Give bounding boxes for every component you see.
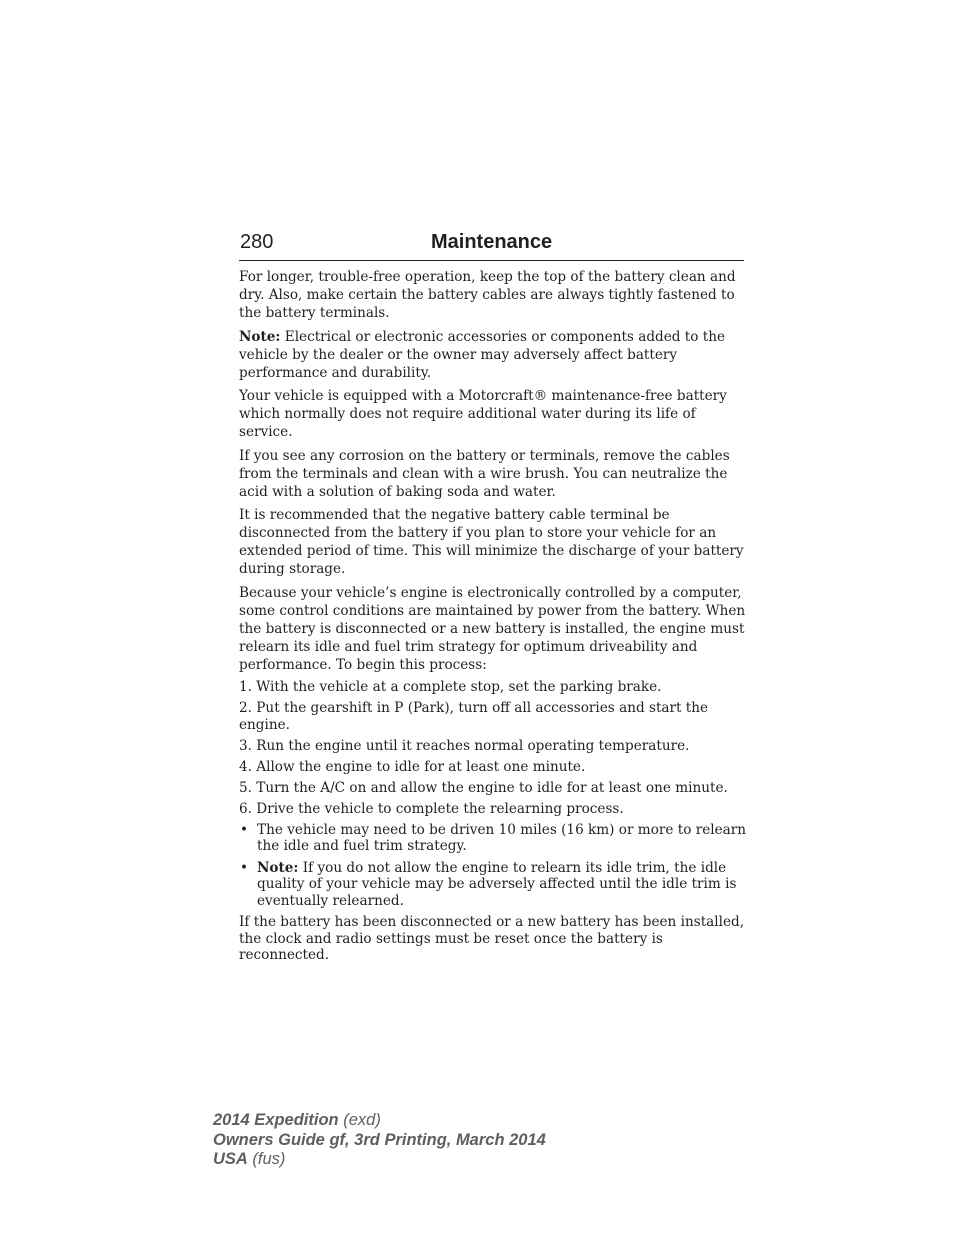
footer-line-market — [213, 1150, 546, 1170]
page-number: 280 — [240, 231, 274, 253]
body-text — [239, 268, 747, 969]
footer-model-code: (exd) — [338, 1111, 381, 1129]
paragraph-storage: It is recommended that the negative battery cable terminal be disconnected from the battery if you plan to store your vehicle for an extended period of time. This will minimize the discharge of your battery during storage. — [239, 507, 744, 577]
step-4: 4. Allow the engine to idle for at least one minute. — [239, 758, 586, 775]
bullet-icon: • — [240, 821, 249, 838]
step-3: 3. Run the engine until it reaches normal operating temperature. — [239, 737, 690, 754]
note-label: Note: — [239, 328, 281, 345]
paragraph-reset-settings: If the battery has been disconnected or a new battery has been installed, the clock and radio settings must be reset once the battery is reconnected. — [239, 914, 745, 963]
paragraph-corrosion: If you see any corrosion on the battery or terminals, remove the cables from the terminals and clean with a wire brush. You can neutralize the acid with a solution of baking soda and water. — [239, 447, 730, 500]
bullet-icon: • — [240, 859, 249, 876]
bullet-text: The vehicle may need to be driven 10 miles (16 km) or more to relearn the idle and fuel trim strategy. — [257, 821, 747, 854]
paragraph-motorcraft-battery: Your vehicle is equipped with a Motorcraft® maintenance-free battery which normally does not require additional water during its life of service. — [239, 388, 727, 440]
section-title: Maintenance — [431, 231, 553, 253]
paragraph-relearn-intro: Because your vehicle’s engine is electronically controlled by a computer, some control conditions are maintained by power from the battery. When the battery is disconnected or a new battery is installed, the engine must relearn its idle and fuel trim strategy for optimum driveability and performance. To begin this process: — [239, 584, 746, 673]
footer-model: 2014 Expedition — [213, 1111, 339, 1129]
footer-line-guide: Owners Guide gf, 3rd Printing, March 2014 — [213, 1130, 546, 1149]
step-1: 1. With the vehicle at a complete stop, set the parking brake. — [239, 679, 662, 695]
bullet-item-drive-distance — [239, 822, 747, 855]
step-2: 2. Put the gearshift in P (Park), turn off all accessories and start the engine. — [239, 700, 709, 733]
step-5: 5. Turn the A/C on and allow the engine to idle for at least one minute. — [239, 779, 728, 796]
footer-market-code: (fus) — [247, 1150, 286, 1168]
bullet-note-label: Note: — [257, 859, 299, 876]
note-text: Electrical or electronic accessories or components added to the vehicle by the dealer or the owner may adversely affect battery performance and durability. — [239, 328, 726, 381]
paragraph-note-accessories — [239, 328, 747, 382]
step-6: 6. Drive the vehicle to complete the relearning process. — [239, 800, 624, 817]
footer-market: USA — [213, 1150, 248, 1168]
footer-line-model — [213, 1111, 546, 1131]
bullet-text — [257, 860, 736, 909]
bullet-item-idle-note — [239, 860, 747, 910]
page-header — [239, 228, 744, 261]
bullet-note-text: If you do not allow the engine to relearn its idle trim, the idle quality of your vehicle may be adversely affected until the idle trim is eventually relearned. — [257, 859, 737, 909]
paragraph-battery-care: For longer, trouble-free operation, keep the top of the battery clean and dry. Also, make certain the battery cables are always tightly fastened to the battery terminals. — [239, 269, 736, 321]
page-footer — [213, 1111, 546, 1170]
